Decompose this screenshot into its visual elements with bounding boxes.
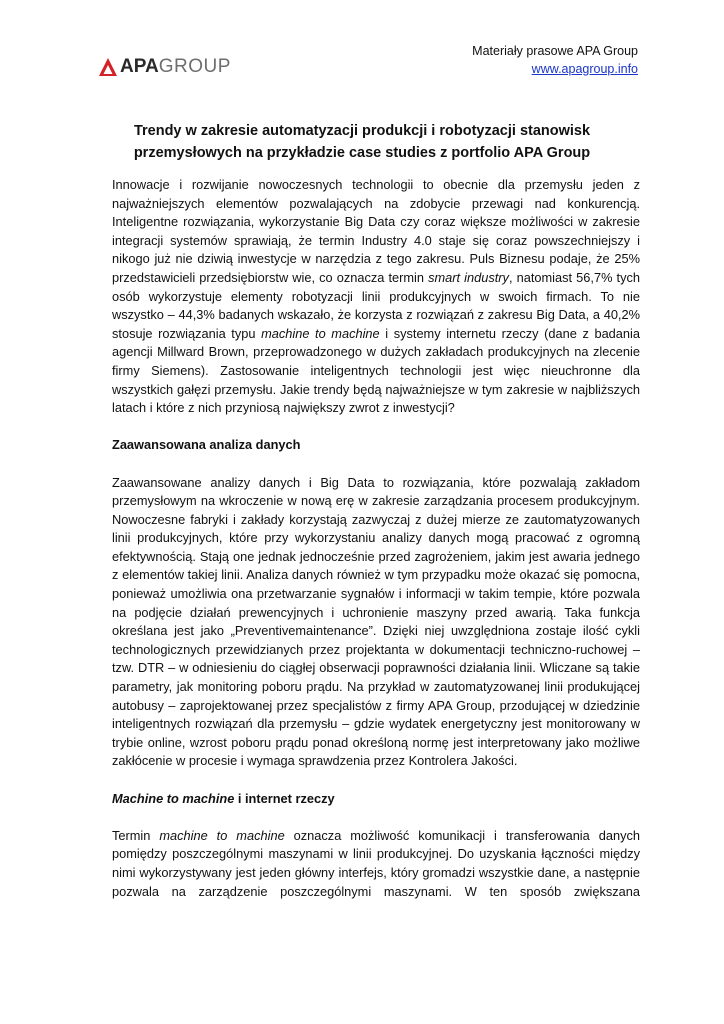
press-materials-label: Materiały prasowe APA Group — [472, 44, 638, 58]
section-heading-data-analysis: Zaawansowana analiza danych — [112, 437, 301, 453]
m2m-text-emphasis: machine to machine — [159, 827, 285, 843]
intro-paragraph — [112, 176, 640, 418]
intro-emphasis-smart-industry: smart industry — [428, 269, 509, 285]
press-header — [472, 42, 638, 78]
apa-logo-mark-icon — [98, 57, 118, 77]
intro-text-1: Innowacje i rozwijanie nowoczesnych technologii to obecnie dla przemysłu jeden z najważniejszych elementów pozwalających na zdobycie przewagi nad konkurencją. Inteligentne rozwiązania, wykorzystanie Big Data czy coraz większe możliwości w zakresie integracji systemów sprawiają, że termin Industry 4.0 staje się coraz powszechniejszy i nikogo już nie dziwią inwestycje w narzędzia z tego zakresu. Puls Biznesu podaje, że 25% przedstawicieli przedsiębiorstw wie, co oznacza termin — [112, 177, 640, 285]
logo-text-light: GROUP — [158, 56, 231, 77]
intro-emphasis-m2m: machine to machine — [261, 325, 380, 341]
apa-group-logo — [98, 55, 231, 79]
logo-text-bold: APA — [120, 56, 159, 77]
section-heading-m2m — [112, 790, 640, 809]
section-heading-m2m-emphasis: Machine to machine — [112, 790, 235, 806]
website-link[interactable]: www.apagroup.info — [531, 62, 638, 76]
section-paragraph-data-analysis: Zaawansowane analizy danych i Big Data to rozwiązania, które pozwalają zakładom przemysłowym na wkroczenie w nową erę w zakresie zarządzania procesem produkcyjnym. Nowoczesne fabryki i zakłady korzystają zazwyczaj z dużej mierze ze zautomatyzowanych linii produkcyjnych, które przy wykorzystaniu analizy danych mogą pracować z ogromną efektywnością. Stają one jednak jednocześnie przed zagrożeniem, jakim jest awaria jednego z elementów takiej linii. Analiza danych również w tym przypadku może okazać się pomocna, ponieważ umożliwia ona przetwarzanie sygnałów i informacji w takim tempie, które pozwala na podjęcie działań prewencyjnych i uchronienie maszyny przed awarią. Taka funkcja określana jest jako „Preventivemaintenance”. Dzięki niej uwzględniona zostaje ilość cykli technologicznych przewidzianych przez projektanta w dokumentacji techniczno-ruchowej – tzw. DTR – w odniesieniu do ciągłej obserwacji poprawności działania linii. Wliczane są takie parametry, jak monitoring poboru prądu. Na przykład w zautomatyzowanej linii produkującej autobusy – zaprojektowanej przez specjalistów z firmy APA Group, przodującej w dziedzinie inteligentnych rozwiązań dla przemysłu – gdzie wydatek energetyczny jest monitorowany w trybie online, wzrost poboru prądu ponad określoną normę jest interpretowany jako możliwe zakłócenie w procesie i wymaga sprawdzenia przez Kontrolera Jakości. — [112, 474, 640, 769]
section-paragraph-m2m — [112, 827, 640, 901]
section-heading-m2m-rest: i internet rzeczy — [234, 790, 335, 806]
article-title: Trendy w zakresie automatyzacji produkcji i robotyzacji stanowisk przemysłowych na przykładzie case studies z portfolio APA Group — [133, 123, 591, 161]
intro-text-2: , natomiast 56,7% tych osób wykorzystuje elementy robotyzacji linii produkcyjnych w swoich firmach. To nie wszystko – 44,3% badanych wskazało, że korzysta z rozwiązań z zakresu Big Data, a 40,2% stosuje rozwiązania typu — [112, 269, 640, 341]
intro-text-3: i systemy internetu rzeczy (dane z badania agencji Millward Brown, przeprowadzonego w dużych zakładach produkcyjnych na zlecenie firmy Siemens). Zastosowanie inteligentnych technologii jest więc nieuchronne dla wszystkich gałęzi przemysłu. Jakie trendy będą najważniejsze w tym zakresie w najbliższych latach i które z nich przyniosą największy zwrot z inwestycji? — [112, 325, 640, 416]
m2m-text-prefix: Termin — [112, 827, 160, 843]
article-body — [112, 176, 640, 901]
m2m-text-rest: oznacza możliwość komunikacji i transferowania danych pomiędzy poszczególnymi maszynami w linii produkcyjnej. Do uzyskania łączności między nimi wykorzystywany jest jeden główny interfejs, który gromadzi wszystkie dane, a następnie pozwala na zarządzenie poszczególnymi maszynami. W ten sposób zwiększana — [112, 827, 640, 899]
